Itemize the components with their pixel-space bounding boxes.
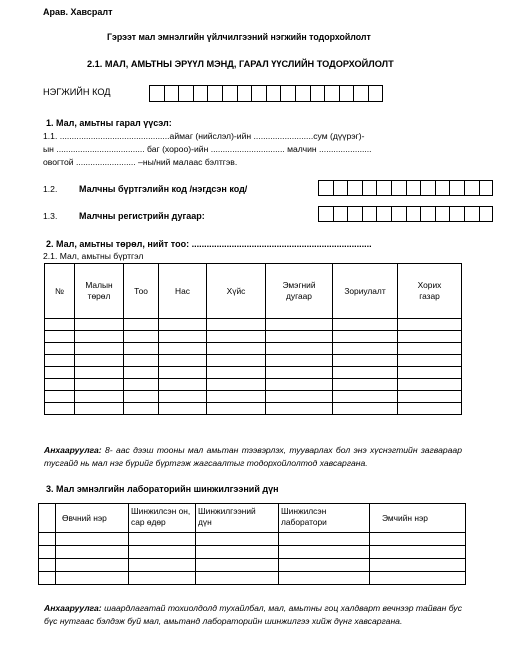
table-row: [45, 367, 462, 379]
unit-code-label: НЭГЖИЙН КОД: [43, 87, 111, 97]
section2-heading: 2. Мал, амьтны төрөл, нийт тоо: ........................................................................: [46, 239, 372, 249]
col-test-date: Шинжилсэн он, сар өдөр: [129, 504, 196, 533]
section1-heading: 1. Мал, амьтны гарал үүсэл:: [46, 118, 172, 128]
herder-code-boxes[interactable]: [318, 180, 493, 196]
col-purpose: Зориулалт: [333, 264, 398, 319]
attachment-label: Арав. Хавсралт: [43, 7, 113, 17]
table-row: [45, 343, 462, 355]
table-row: [39, 533, 466, 546]
note-text: шаардлагатай тохиолдолд тухайлбал, мал, амьтны гоц халдварт вечнээр тайван бус бүс нутгаас бэлдэж буй мал, амьтанд лабораторийн шинжилгээ хийж дүнг хавсаргана.: [44, 603, 462, 626]
section3-heading: 3. Мал эмнэлгийн лабораторийн шинжилгээний дүн: [46, 484, 279, 494]
herder-reg-boxes[interactable]: [318, 206, 493, 222]
note-label: Анхааруулга:: [44, 603, 102, 613]
col-count: Тоо: [124, 264, 159, 319]
document-subtitle: 2.1. МАЛ, АМЬТНЫ ЭРҮҮЛ МЭНД, ГАРАЛ ҮҮСЛИЙН ТОДОРХОЙЛОЛТ: [87, 59, 394, 69]
col-tag-number: Эмэгний дугаар: [266, 264, 333, 319]
document-title: Гэрээт мал эмнэлгийн үйлчилгээний нэгжийн тодорхойлолт: [107, 32, 371, 42]
herder-code-number: 1.2.: [43, 184, 58, 194]
table-row: [45, 331, 462, 343]
col-test-result: Шинжилгээний дүн: [196, 504, 279, 533]
note-text: 8- аас дээш тооны мал амьтан тээвэрлэх, тууварлах бол энэ хүснэгтийн загвараар тусгайд нь мал нэг бүрийг бүртгэж жагсаалтыг тодорхойлолтод хавсаргана.: [44, 445, 462, 468]
origin-line-2: ын ..................................... баг (хороо)-ийн ............................... малчин ......................: [43, 144, 372, 154]
col-vet-name: Эмчийн нэр: [370, 504, 466, 533]
origin-line-3: овогтой ......................... –ны/ний малаас бэлтгэв.: [43, 157, 238, 167]
col-quarantine-place: Хорих газар: [398, 264, 462, 319]
section2-subheading: 2.1. Мал, амьтны бүртгэл: [43, 251, 144, 261]
col-disease-name: Өвчний нэр: [56, 504, 129, 533]
table-row: [45, 319, 462, 331]
table-row: [39, 546, 466, 559]
section3-note: [44, 602, 462, 627]
col-animal-type: Малын төрөл: [75, 264, 124, 319]
col-age: Нас: [159, 264, 207, 319]
unit-code-boxes[interactable]: [149, 85, 383, 102]
table-row: [45, 355, 462, 367]
col-sex: Хүйс: [207, 264, 266, 319]
note-label: Анхааруулга:: [44, 445, 102, 455]
lab-results-table: [38, 503, 466, 585]
table-row: [39, 559, 466, 572]
origin-line-1: 1.1. ..............................................аймаг (нийслэл)-ийн .........................сум (дүүрэг)-: [43, 131, 365, 141]
herder-code-label: Малчны бүртгэлийн код /нэгдсэн код/: [79, 184, 248, 194]
herder-reg-number: 1.3.: [43, 211, 58, 221]
table-row: [45, 403, 462, 415]
col-laboratory: Шинжилсэн лаборатори: [279, 504, 370, 533]
table-row: [39, 572, 466, 585]
section2-note: [44, 444, 462, 469]
table-row: [45, 379, 462, 391]
herder-reg-label: Малчны регистрийн дугаар:: [79, 211, 205, 221]
col-number: №: [45, 264, 75, 319]
table-row: [45, 391, 462, 403]
animal-register-table: [44, 263, 462, 415]
